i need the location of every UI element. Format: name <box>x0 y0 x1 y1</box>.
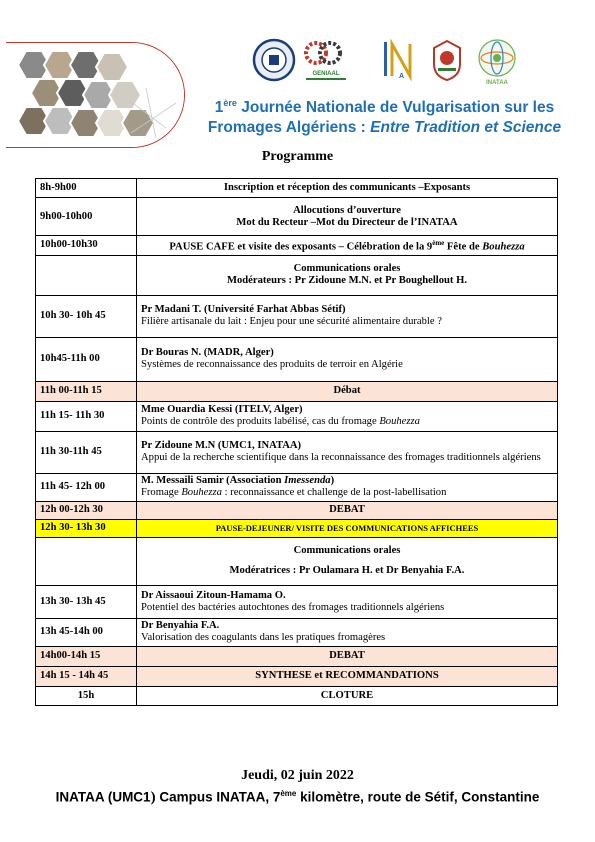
event-date: Jeudi, 02 juin 2022 <box>241 768 354 783</box>
event-title <box>192 93 577 138</box>
schedule-row <box>36 381 558 401</box>
event-cell: Débat <box>137 381 558 401</box>
schedule-row <box>36 618 558 646</box>
event-cell: Pr Zidoune M.N (UMC1, INATAA) Appui de la recherche scientifique dans la reconnaissance des fromages traditionnels algériens <box>137 431 558 473</box>
schedule-row <box>36 179 558 198</box>
time-cell: 13h 45-14h 00 <box>36 618 137 646</box>
schedule-row <box>36 295 558 337</box>
event-cell: Dr Bouras N. (MADR, Alger) Systèmes de reconnaissance des produits de terroir en Algérie <box>137 337 558 381</box>
event-cell: Dr Benyahia F.A. Valorisation des coagulants dans les pratiques fromagères <box>137 618 558 646</box>
photo-collage <box>6 42 185 148</box>
schedule-row <box>36 519 558 537</box>
partner-logos <box>252 38 552 86</box>
event-location: INATAA (UMC1) Campus INATAA, 7ème kilomètre, route de Sétif, Constantine <box>55 789 540 806</box>
schedule-row <box>36 646 558 666</box>
event-cell: CLOTURE <box>137 686 558 705</box>
schedule-row <box>36 255 558 295</box>
time-cell: 8h-9h00 <box>36 179 137 198</box>
inataa-logo-text: INATAA <box>486 80 508 86</box>
schedule-row <box>36 401 558 431</box>
event-cell: PAUSE-DEJEUNER/ VISITE DES COMMUNICATIONS AFFICHEES <box>137 519 558 537</box>
event-cell: Pr Madani T. (Université Farhat Abbas Sétif) Filière artisanale du lait : Enjeu pour une sécurité alimentaire durable ? <box>137 295 558 337</box>
time-cell: 11h 00-11h 15 <box>36 381 137 401</box>
time-cell: 12h 30- 13h 30 <box>36 519 137 537</box>
schedule-row <box>36 337 558 381</box>
schedule-row <box>36 666 558 686</box>
time-cell: 10h45-11h 00 <box>36 337 137 381</box>
algeria-ministry-logo <box>430 38 464 82</box>
inataa-logo <box>474 38 520 86</box>
time-cell: 11h 30-11h 45 <box>36 431 137 473</box>
time-cell <box>36 255 137 295</box>
schedule-row <box>36 686 558 705</box>
event-cell: DEBAT <box>137 646 558 666</box>
event-cell: Dr Aissaoui Zitoun-Hamama O. Potentiel des bactéries autochtones des fromages traditionnels algériens <box>137 585 558 618</box>
geniaal-logo-text: GENIAAL <box>312 71 340 77</box>
time-cell <box>36 537 137 585</box>
event-cell: PAUSE CAFE et visite des exposants – Célébration de la 9ème Fête de Bouhezza <box>137 236 558 256</box>
event-cell: Communications orales Modératrices : Pr Oulamara H. et Dr Benyahia F.A. <box>137 537 558 585</box>
event-cell: SYNTHESE et RECOMMANDATIONS <box>137 666 558 686</box>
time-cell: 15h <box>36 686 137 705</box>
time-cell: 10h 30- 10h 45 <box>36 295 137 337</box>
time-cell: 11h 15- 11h 30 <box>36 401 137 431</box>
event-title-line1: 1ère Journée Nationale de Vulgarisation sur les <box>214 98 555 117</box>
schedule-row <box>36 501 558 519</box>
time-cell: 12h 00-12h 30 <box>36 501 137 519</box>
university-seal-logo <box>252 38 296 82</box>
event-cell: Allocutions d’ouverture Mot du Recteur –Mot du Directeur de l’INATAA <box>137 198 558 236</box>
time-cell: 14h00-14h 15 <box>36 646 137 666</box>
schedule-row <box>36 473 558 501</box>
inataa-letters-logo <box>380 38 418 82</box>
time-cell: 14h 15 - 14h 45 <box>36 666 137 686</box>
schedule-row <box>36 537 558 585</box>
schedule-row <box>36 236 558 256</box>
svg-text:A: A <box>399 73 405 80</box>
schedule-row <box>36 198 558 236</box>
time-cell: 13h 30- 13h 45 <box>36 585 137 618</box>
schedule-table <box>35 178 558 706</box>
event-cell: Communications orales Modérateurs : Pr Zidoune M.N. et Pr Boughellout H. <box>137 255 558 295</box>
event-cell: Mme Ouardia Kessi (ITELV, Alger) Points de contrôle des produits labélisé, cas du fromage Bouhezza <box>137 401 558 431</box>
event-title-line2: Fromages Algériens : Entre Tradition et Science <box>207 119 562 137</box>
event-cell: Inscription et réception des communicants –Exposants <box>137 179 558 198</box>
time-cell: 9h00-10h00 <box>36 198 137 236</box>
schedule-row <box>36 431 558 473</box>
time-cell: 10h00-10h30 <box>36 236 137 256</box>
event-cell: DEBAT <box>137 501 558 519</box>
time-cell: 11h 45- 12h 00 <box>36 473 137 501</box>
event-cell: M. Messaili Samir (Association Imessenda) Fromage Bouhezza : reconnaissance et challenge de la post-labellisation <box>137 473 558 501</box>
schedule-row <box>36 585 558 618</box>
geniaal-logo <box>300 38 352 86</box>
programme-heading: Programme <box>261 149 334 164</box>
